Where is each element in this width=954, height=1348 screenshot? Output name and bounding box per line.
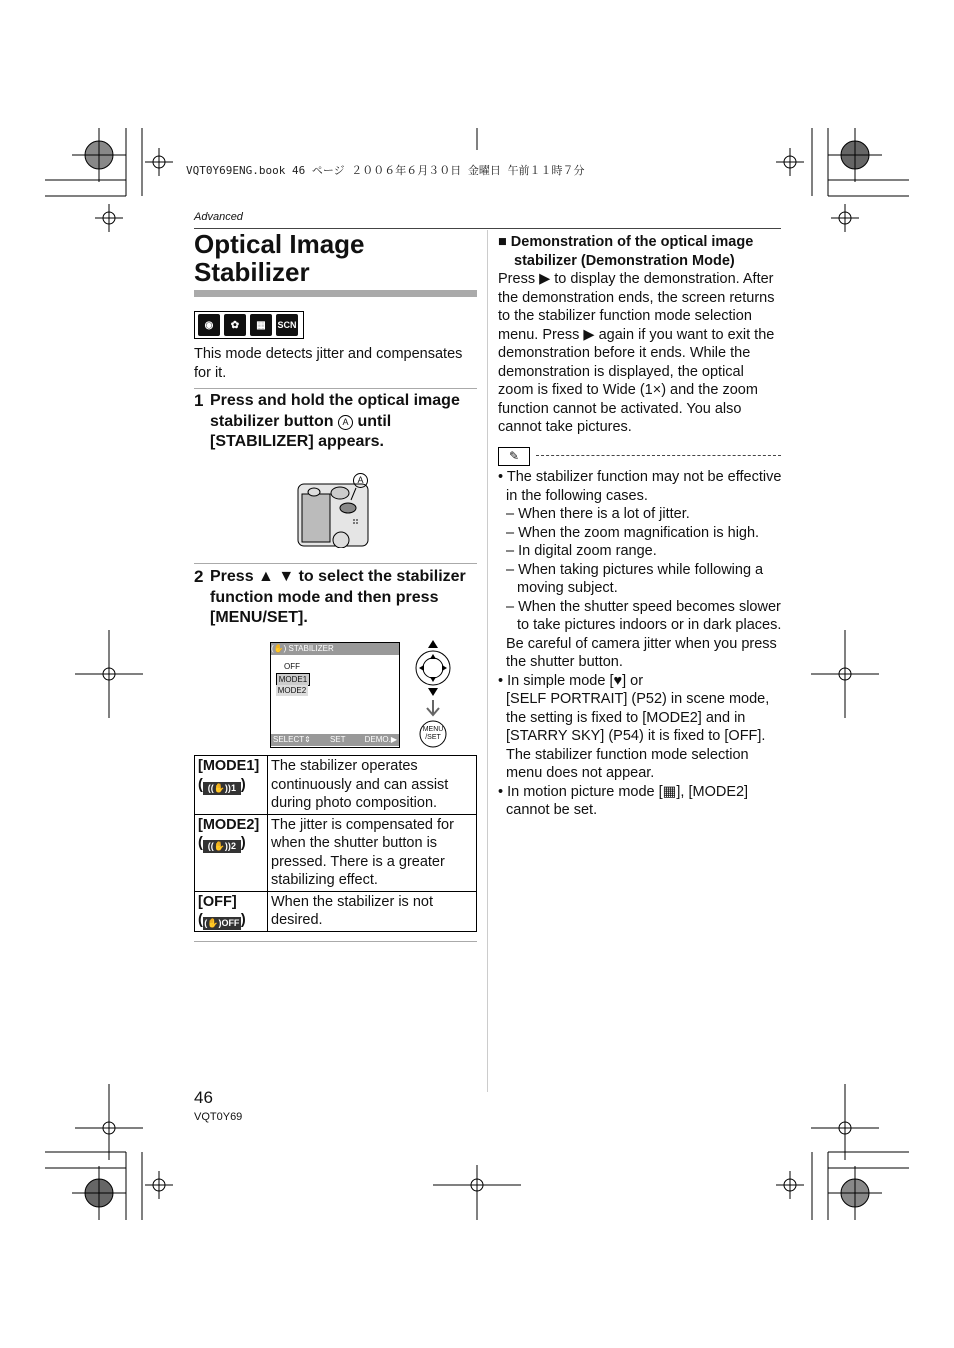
registration-mark-top-right — [828, 128, 882, 182]
page-title: Optical Image Stabilizer — [194, 229, 365, 287]
camera-mode-icon: ◉ — [198, 314, 220, 336]
stabilizer-menu-screen — [270, 642, 400, 748]
stabilizer-mode1-icon: ((✋))1 — [203, 782, 241, 795]
page-number: 46 — [194, 1088, 213, 1107]
mode-key: [MODE2] — [198, 816, 260, 833]
lcd-title: STABILIZER — [288, 644, 334, 653]
mode-key: [OFF] — [198, 893, 237, 910]
mode-description: The jitter is compensated for when the shutter button is pressed. There is a greater stabilizing effect. — [268, 814, 477, 891]
step-1-text-a: Press and hold the optical image stabilizer button — [210, 392, 460, 430]
motion-picture-icon: ▦ — [662, 783, 677, 800]
lcd-option-mode1: MODE1 — [276, 673, 310, 686]
stabilizer-mode2-icon: ((✋))2 — [203, 840, 241, 853]
note-careful: Be careful of camera jitter when you press the shutter button. — [506, 635, 777, 670]
column-divider — [487, 230, 488, 1092]
menu-set-button-label: MENU /SET — [422, 726, 444, 741]
note-subitem: – When taking pictures while following a moving subject. — [506, 561, 764, 596]
stabilizer-icon: (✋) — [271, 644, 287, 653]
stabilizer-modes-table — [194, 755, 477, 932]
lcd-option-mode2: MODE2 — [277, 686, 307, 695]
registration-mark-bottom-right — [828, 1166, 882, 1220]
step-2 — [194, 567, 479, 631]
registration-mark-bottom-left — [72, 1166, 126, 1220]
note-subitem: – In digital zoom range. — [506, 543, 657, 559]
demo-text: Press ▶ to display the demonstration. After the demonstration ends, the screen returns to the stabilizer function mode selection menu. Press ▶ again if you want to exit the demonstration before it ends. While the demonstration is displayed, the optical zoom is fixed to Wide (1×) and the zoom function cannot be activated. You also cannot take pictures. — [498, 271, 775, 435]
updown-icon: ⇕ — [304, 735, 311, 744]
note-subitem: – When the shutter speed becomes slower to take pictures indoors or in dark places. — [506, 598, 782, 633]
step-number: 2 — [194, 567, 204, 586]
right-arrow-icon: ▶ — [390, 735, 397, 744]
up-arrow-icon — [428, 640, 438, 648]
divider — [194, 941, 477, 942]
note-dashed-line — [536, 455, 781, 456]
note-subitem: – When the zoom magnification is high. — [506, 524, 760, 541]
intro-text: This mode detects jitter and compensates for it. — [194, 346, 463, 381]
callout-a-marker: A — [338, 415, 353, 430]
title-underline-bar — [194, 290, 477, 297]
mode-description: The stabilizer operates continuously and can assist during photo composition. — [268, 756, 477, 815]
camera-callout-a: A — [353, 473, 368, 488]
step-number: 1 — [194, 391, 204, 410]
lcd-footer-bar — [271, 734, 399, 746]
note-item: • The stabilizer function may not be effective in the following cases. — [498, 469, 782, 504]
print-header: VQT0Y69ENG.book 46 ページ ２００６年６月３０日 金曜日 午前１１時７分 — [186, 164, 585, 177]
divider — [194, 388, 477, 389]
divider — [194, 563, 477, 564]
mode-key: [MODE1] — [198, 758, 260, 774]
down-arrow-icon — [428, 688, 438, 696]
note-subitem: – When there is a lot of jitter. — [506, 506, 690, 522]
table-row: [OFF] ((✋)OFF) When the stabilizer is not desired. — [195, 891, 477, 932]
step-2-text: Press ▲ ▼ to select the stabilizer function mode and then press [MENU/SET]. — [210, 568, 466, 626]
applicable-modes — [194, 311, 304, 339]
motion-picture-icon: ▦ — [250, 314, 272, 336]
table-row: [MODE1] ( ((✋))1 ) The stabilizer operates continuously and can assist during photo composition. — [195, 756, 477, 815]
lcd-footer-select: SELECT — [273, 735, 305, 744]
demo-heading: ■ Demonstration of the optical image stabilizer (Demonstration Mode) — [498, 234, 754, 269]
stabilizer-off-icon: (✋)OFF — [204, 918, 240, 928]
model-code: VQT0Y69 — [194, 1111, 243, 1123]
macro-mode-icon: ✿ — [224, 314, 246, 336]
square-bullet-icon: ■ — [498, 234, 507, 250]
heart-icon: ♥ — [613, 672, 623, 689]
step-1-text-b: until [STABILIZER] appears. — [210, 412, 392, 450]
section-label: Advanced — [194, 211, 243, 223]
lcd-footer-demo: DEMO. — [364, 735, 391, 744]
mode-description: When the stabilizer is not desired. — [268, 891, 477, 932]
note-item: • In simple mode [♥] or [SELF PORTRAIT] (P52) in scene mode, the setting is fixed to [MODE2] and in [STARRY SKY] (P54) it is fixed to [OFF]. The stabilizer function mode selection menu does not appear. — [498, 672, 770, 781]
lcd-title-bar — [271, 643, 399, 655]
note-item: • In motion picture mode [▦], [MODE2] cannot be set. — [498, 783, 749, 818]
registration-mark-top-left — [72, 128, 126, 182]
notes-list — [498, 468, 783, 820]
note-icon: ✎ — [498, 447, 530, 466]
lcd-option-off: OFF — [276, 661, 308, 672]
table-row: [MODE2] ( ((✋))2 ) The jitter is compensated for when the shutter button is pressed. There is a greater stabilizing effect. — [195, 814, 477, 891]
step-1 — [194, 391, 479, 455]
lcd-footer-set: SET — [329, 735, 346, 744]
scene-mode-icon: SCN — [276, 314, 298, 336]
